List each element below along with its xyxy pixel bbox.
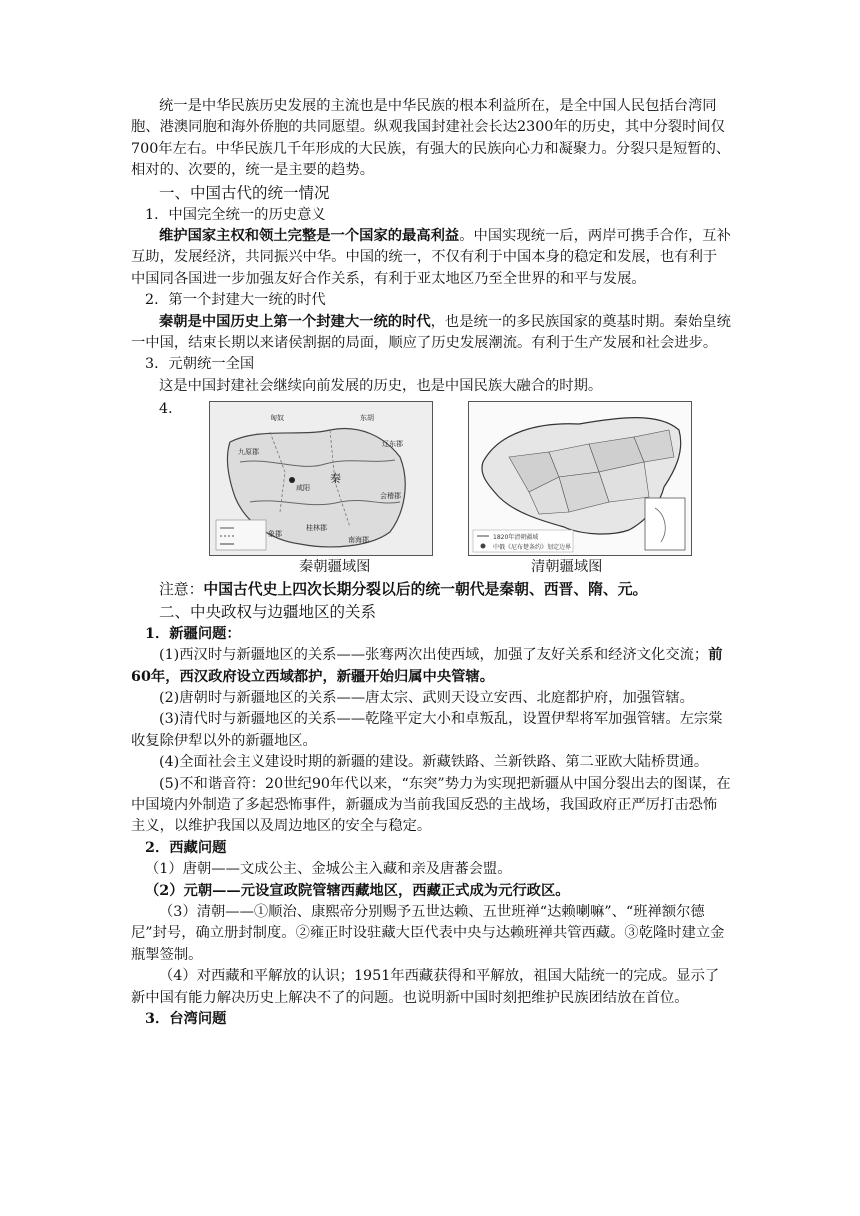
- qin-map-label: 秦: [330, 472, 341, 486]
- tibet-item-2-bold: （2）元朝——元设宣政院管辖西藏地区，西藏正式成为元行政区。: [145, 882, 570, 899]
- qin-map-label: 辽东郡: [382, 440, 403, 449]
- xinjiang-item-2: (2)唐朝时与新疆地区的关系——唐太宗、武则天设立安西、北庭都护府，加强管辖。: [159, 689, 694, 706]
- item1-bold: 维护国家主权和领土完整是一个国家的最高利益: [159, 228, 460, 245]
- qin-map-caption: 秦朝疆域图: [299, 559, 371, 576]
- xinjiang-item-1-bold: 前60年，西汉政府设立西域都护，新疆开始归属中央管辖。: [131, 647, 723, 685]
- item1-paragraph: [131, 226, 731, 290]
- taiwan-title: [131, 1009, 731, 1030]
- note-label: 注意：: [159, 581, 204, 599]
- xinjiang-title: [131, 624, 731, 645]
- tibet-title-text: 2．西藏问题: [145, 839, 227, 856]
- item2-text: ，也是统一的多民族国家的奠基时期。秦始皇统一中国，结束长期以来诸侯割据的局面，顺应了历史发展潮流。有利于生产发展和社会进步。: [131, 313, 731, 352]
- item1-text: 。中国实现统一后，两岸可携手合作，互补互助，发展经济，共同振兴中华。中国的统一，不仅有利于中国本身的稳定和发展，也有利于中国同各国进一步加强友好合作关系，有利于亚太地区乃至全世界的和平与发展。: [131, 228, 731, 287]
- qin-map-label: 桂林郡: [306, 524, 327, 533]
- qin-map-label: 匈奴: [270, 414, 284, 423]
- item3-text: 这是中国封建社会继续向前发展的历史，也是中国民族大融合的时期。: [159, 377, 603, 394]
- qin-map-label: 象郡: [268, 530, 282, 539]
- qing-map-caption: 清朝疆域图: [531, 559, 603, 576]
- section1-heading: 一、中国古代的统一情况: [159, 183, 330, 202]
- qing-map-image: [468, 401, 692, 556]
- qin-map-image: [209, 401, 433, 556]
- section2-heading: 二、中央政权与边疆地区的关系: [159, 602, 377, 621]
- item1-title: 1．中国完全统一的历史意义: [145, 206, 326, 223]
- xinjiang-item-5: (5)不和谐音符：20世纪90年代以来，“东突”势力为实现把新疆从中国分裂出去的图谋，在中国境内外制造了多起恐怖事件，新疆成为当前我国反恐的主战场，我国政府正严厉打击恐怖主义，以维护我国以及周边地区的安全与稳定。: [131, 775, 731, 835]
- qing-legend-2: 中俄《尼布楚条约》划定边界: [493, 544, 572, 552]
- qin-map-label: 九原郡: [238, 448, 259, 457]
- xinjiang-item-3: (3)清代时与新疆地区的关系——乾隆平定大小和卓叛乱，设置伊犁将军加强管辖。左宗棠收复除伊犁以外的新疆地区。: [131, 711, 723, 749]
- qin-map-label: 南海郡: [348, 536, 369, 545]
- taiwan-title-text: 3．台湾问题: [145, 1011, 227, 1027]
- qin-map-label: 会稽郡: [380, 492, 401, 501]
- xinjiang-item-4: (4)全面社会主义建设时期的新疆的建设。新藏铁路、兰新铁路、第二亚欧大陆桥贯通。: [159, 754, 709, 771]
- tibet-item-1: （1）唐朝——文成公主、金城公主入藏和亲及唐蕃会盟。: [145, 861, 512, 878]
- maps-row: [131, 399, 731, 579]
- qing-legend-1: 1820年清朝疆域: [493, 534, 539, 542]
- item2-title: 2．第一个封建大一统的时代: [145, 292, 326, 309]
- tibet-item-4: （4）对西藏和平解放的认识；1951年西藏获得和平解放，祖国大陆统一的完成。显示了新中国有能力解决历史上解决不了的问题。也说明新中国时刻把维护民族团结放在首位。: [131, 968, 720, 1006]
- xinjiang-item-1-text: (1)西汉时与新疆地区的关系——张骞两次出使西域，加强了友好关系和经济文化交流；: [159, 647, 709, 664]
- item2-paragraph: [131, 312, 731, 355]
- xinjiang-item-1: [131, 645, 731, 688]
- tibet-item-3: （3）清朝——①顺治、康熙帝分别赐予五世达赖、五世班禅“达赖喇嘛”、“班禅额尔德尼”封号，确立册封制度。②雍正时设驻藏大臣代表中央与达赖班禅共管西藏。③乾隆时建立金瓶掣签制。: [131, 903, 725, 963]
- qin-map-label: 咸阳: [296, 484, 310, 493]
- tibet-item-2: [131, 881, 731, 902]
- qin-map-label: 东胡: [360, 414, 374, 423]
- document-page: [131, 96, 731, 1030]
- note-paragraph: [131, 579, 731, 600]
- xinjiang-title-text: 1．新疆问题：: [145, 625, 241, 642]
- item2-bold: 秦朝是中国历史上第一个封建大一统的时代: [159, 313, 431, 330]
- note-bold: 中国古代史上四次长期分裂以后的统一朝代是秦朝、西晋、隋、元。: [203, 581, 648, 599]
- item4-number: 4．: [159, 401, 183, 418]
- tibet-title: [131, 838, 731, 859]
- item3-title: 3．元朝统一全国: [145, 356, 255, 373]
- intro-paragraph: 统一是中华民族历史发展的主流也是中华民族的根本利益所在，是全中国人民包括台湾同胞、港澳同胞和海外侨胞的共同愿望。纵观我国封建社会长达2300年的历史，其中分裂时间仅700年左右。中华民族几千年形成的大民族，有强大的民族向心力和凝聚力。分裂只是短暂的、相对的、次要的，统一是主要的趋势。: [131, 98, 731, 179]
